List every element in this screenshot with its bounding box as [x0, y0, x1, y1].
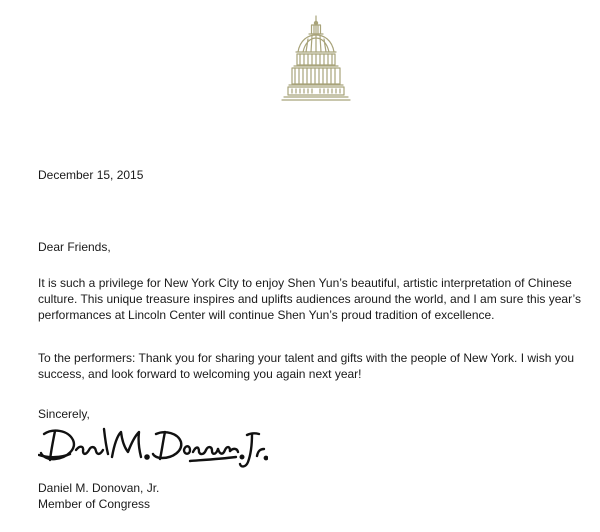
letter-date: December 15, 2015: [38, 168, 144, 182]
closing: Sincerely,: [38, 407, 90, 421]
letterhead: [278, 14, 354, 112]
signer-name: Daniel M. Donovan, Jr.: [38, 481, 160, 495]
signer-title: Member of Congress: [38, 497, 151, 511]
handwritten-signature: [38, 422, 268, 470]
salutation: Dear Friends,: [38, 240, 111, 254]
letter-paragraph: It is such a privilege for New York City to enjoy Shen Yun’s beautiful, artistic interpretation of Chinese culture. This unique treasure inspires and uplifts audiences around the world, and I am sure this year’s performances at Lincoln Center will continue Shen Yun’s proud tradition of excellence.: [38, 276, 581, 322]
letter-paragraph: To the performers: Thank you for sharing your talent and gifts with the people of New York. I wish you success, and look forward to welcoming you again next year!: [38, 351, 575, 381]
capitol-dome-icon: [278, 14, 354, 112]
